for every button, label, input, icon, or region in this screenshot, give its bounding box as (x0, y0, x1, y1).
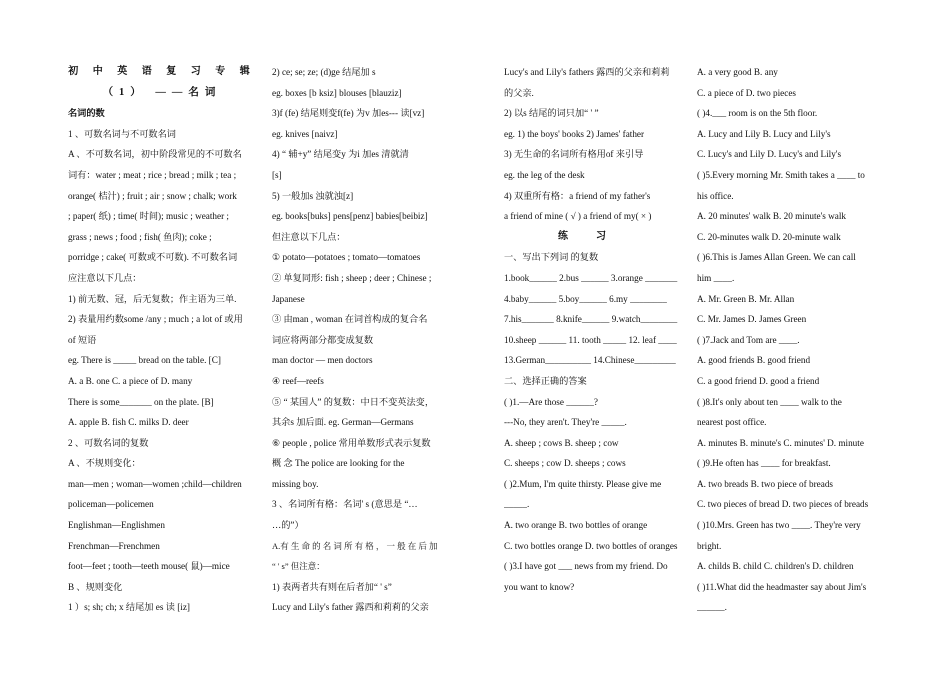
text-line: A. Mr. Green B. Mr. Allan (697, 293, 795, 304)
text-line: C. a piece of D. two pieces (697, 87, 796, 98)
text-line: A. apple B. fish C. milks D. deer (68, 417, 189, 428)
text-line: C. two bottles orange D. two bottles of oranges (504, 540, 678, 551)
text-line: ______. (697, 602, 727, 613)
text-line: C. two pieces of bread D. two pieces of breads (697, 499, 869, 510)
text-line: A. childs B. child C. children's D. children (697, 561, 854, 572)
text-line: 5) 一般加s 浊就浊[z] (272, 190, 354, 201)
text-line: 1) 表两者共有则在后者加“ ' s” (272, 581, 392, 592)
text-line: eg. books[buks] pens[penz] babies[beibiz] (272, 211, 428, 222)
text-line: A.有 生 命 的 名 词 所 有 格 ， 一 般 在 后 加 (272, 540, 438, 551)
text-line: A 、不可数名词，初中阶段常见的不可数名 (68, 149, 242, 160)
text-line: 练习 (558, 230, 634, 242)
text-line: man doctor — men doctors (272, 355, 373, 366)
column-4 (697, 62, 883, 618)
text-line: There is some_______ on the plate. [B] (68, 396, 214, 407)
text-line: ( )2.Mum, I'm quite thirsty. Please give me (504, 478, 662, 489)
text-line: man—men ; woman—women ;child—children (68, 478, 242, 489)
column-1 (68, 62, 256, 618)
text-line: orange( 桔汁) ; fruit ; air ; snow ; chalk; work (68, 190, 237, 201)
text-line: ① potato—potatoes ; tomato—tomatoes (272, 252, 421, 263)
text-line: A. 20 minutes' walk B. 20 minute's walk (697, 211, 847, 222)
text-line: ⑥ people , police 常用单数形式表示复数 (272, 437, 431, 448)
text-line: C. Lucy's and Lily D. Lucy's and Lily's (697, 149, 842, 160)
text-line: eg. boxes [b ksiz] blouses [blauziz] (272, 87, 402, 98)
text-line: 1.book______ 2.bus ______ 3.orange _______ (504, 272, 678, 283)
text-line: C. sheeps ; cow D. sheeps ; cows (504, 458, 626, 469)
text-line: C. a good friend D. good a friend (697, 375, 820, 386)
text-line: C. Mr. James D. James Green (697, 314, 807, 325)
column-2 (272, 62, 462, 618)
text-line: A. minutes B. minute's C. minutes' D. minute (697, 437, 864, 448)
text-line: him ____. (697, 272, 735, 283)
text-line: ④ reef—reefs (272, 375, 324, 386)
text-line: 词有：water ; meat ; rice ; bread ; milk ; tea ; (68, 169, 237, 180)
text-line: 3 、名词所有格：名词' s (意思是 “… (272, 499, 418, 510)
text-line: 其余s 加后面. eg. German—Germans (272, 417, 414, 428)
text-line: Englishman—Englishmen (68, 520, 165, 531)
text-line: Frenchman—Frenchmen (68, 540, 160, 551)
text-line: porridge ; cake( 可数或不可数). 不可数名词 (68, 252, 238, 263)
text-line: bright. (697, 540, 722, 551)
text-line: ⑤ “ 某国人” 的复数：中日不变英法变， (272, 396, 435, 407)
text-line: ( )1.—Are those ______? (504, 396, 598, 407)
text-line: foot—feet ; tooth—teeth mouse( 鼠)—mice (68, 561, 230, 572)
text-line: A. two breads B. two piece of breads (697, 478, 833, 489)
text-line: ② 单复同形: fish ; sheep ; deer ; Chinese ; (272, 272, 432, 283)
text-line: grass ; news ; food ; fish( 鱼肉); coke ; (68, 231, 212, 242)
text-line: A. a very good B. any (697, 67, 778, 77)
text-line: A. a B. one C. a piece of D. many (68, 375, 193, 386)
text-line: 一、写出下列词 的复数 (504, 252, 599, 263)
text-line: [s] (272, 169, 282, 180)
text-line: 4) “ 辅+y” 结尾变y 为i 加es 清就清 (272, 149, 409, 160)
text-line: 10.sheep ______ 11. tooth _____ 12. leaf ____ (504, 334, 677, 345)
text-line: 13.German__________ 14.Chinese_________ (504, 355, 676, 366)
text-line: A. sheep ; cows B. sheep ; cow (504, 437, 619, 448)
text-line: 2 、可数名词的复数 (68, 437, 149, 448)
text-line: Lucy's and Lily's fathers 露西的父亲和莉莉 (504, 67, 670, 77)
text-line: B 、规则变化 (68, 581, 123, 592)
text-line: 1 、可数名词与不可数名词 (68, 128, 176, 139)
text-line: ( )8.It's only about ten ____ walk to the (697, 396, 842, 407)
text-line: a friend of mine ( √ ) a friend of my( × ) (504, 211, 652, 222)
text-line: ( )3.I have got ___ news from my friend. Do (504, 561, 668, 572)
text-line: ; paper( 纸) ; time( 时间); music ; weather ; (68, 211, 229, 222)
text-line: 2) 表量用约数some /any ; much ; a lot of 或用 (68, 314, 243, 325)
text-line: 二、选择正确的答案 (504, 375, 587, 386)
text-line: 1) 前无数、冠，后无复数；作主语为三单. (68, 293, 237, 304)
text-line: 的父亲. (504, 87, 534, 98)
text-line: ( )10.Mrs. Green has two ____. They're very (697, 520, 861, 531)
text-line: eg. knives [naivz] (272, 128, 338, 139)
text-line: ③ 由man , woman 在词首构成的复合名 (272, 314, 428, 325)
text-line: eg. 1) the boys' books 2) James' father (504, 128, 645, 139)
text-line: 7.his_______ 8.knife______ 9.watch________ (504, 314, 678, 325)
text-line: Lucy and Lily's father 露西和莉莉的父亲 (272, 602, 429, 613)
text-line: 概 念 The police are looking for the (272, 458, 405, 469)
text-line: C. 20-minutes walk D. 20-minute walk (697, 231, 841, 242)
text-line: ( )11.What did the headmaster say about Jim's (697, 581, 867, 592)
text-line: “ ' s” 但注意： (272, 561, 325, 572)
column-3 (504, 62, 688, 597)
text-line: ( )4.___ room is on the 5th floor. (697, 108, 818, 119)
text-line: A. Lucy and Lily B. Lucy and Lily's (697, 128, 831, 139)
text-line: （1） ——名词 (102, 86, 222, 98)
text-line: A. two orange B. two bottles of orange (504, 520, 648, 531)
text-line: 应注意以下几点： (68, 272, 142, 283)
text-line: missing boy. (272, 478, 319, 489)
text-line: 1 ）s; sh; ch; x 结尾加 es 读 [iz] (68, 602, 190, 613)
text-line: ( )5.Every morning Mr. Smith takes a ____ to (697, 169, 865, 180)
text-line: 初 中 英 语 复 习 专 辑 (68, 66, 256, 77)
text-line: ( )6.This is James Allan Green. We can call (697, 252, 856, 263)
text-line: 2) ce; se; ze; (d)ge 结尾加 s (272, 67, 376, 77)
text-line: ( )9.He often has ____ for breakfast. (697, 458, 831, 469)
text-line: 3)f (fe) 结尾则变f(fe) 为v 加es--- 读[vz] (272, 108, 425, 119)
text-line: policeman—policemen (68, 499, 154, 510)
text-line: _____. (504, 499, 530, 510)
text-line: his office. (697, 190, 734, 201)
text-line: …的”） (272, 520, 304, 531)
text-line: 2) 以s 结尾的词只加“ ' ” (504, 108, 599, 119)
text-line: eg. There is _____ bread on the table. [C] (68, 355, 221, 366)
text-line: nearest post office. (697, 417, 767, 428)
text-line: A 、不规则变化： (68, 458, 141, 469)
text-line: 词应将两部分都变成复数 (272, 334, 374, 345)
text-line: eg. the leg of the desk (504, 169, 585, 180)
text-line: 4) 双重所有格：a friend of my father's (504, 190, 651, 201)
text-line: ( )7.Jack and Tom are ____. (697, 334, 800, 345)
text-line: ---No, they aren't. They're _____. (504, 417, 627, 428)
text-line: 名词的数 (68, 108, 105, 119)
text-line: A. good friends B. good friend (697, 355, 811, 366)
text-line: Japanese (272, 293, 305, 304)
text-line: 但注意以下几点： (272, 231, 346, 242)
text-line: 3) 无生命的名词所有格用of 来引导 (504, 149, 644, 160)
text-line: you want to know? (504, 581, 575, 592)
text-line: 4.baby______ 5.boy______ 6.my ________ (504, 293, 667, 304)
text-line: of 短语 (68, 334, 97, 345)
